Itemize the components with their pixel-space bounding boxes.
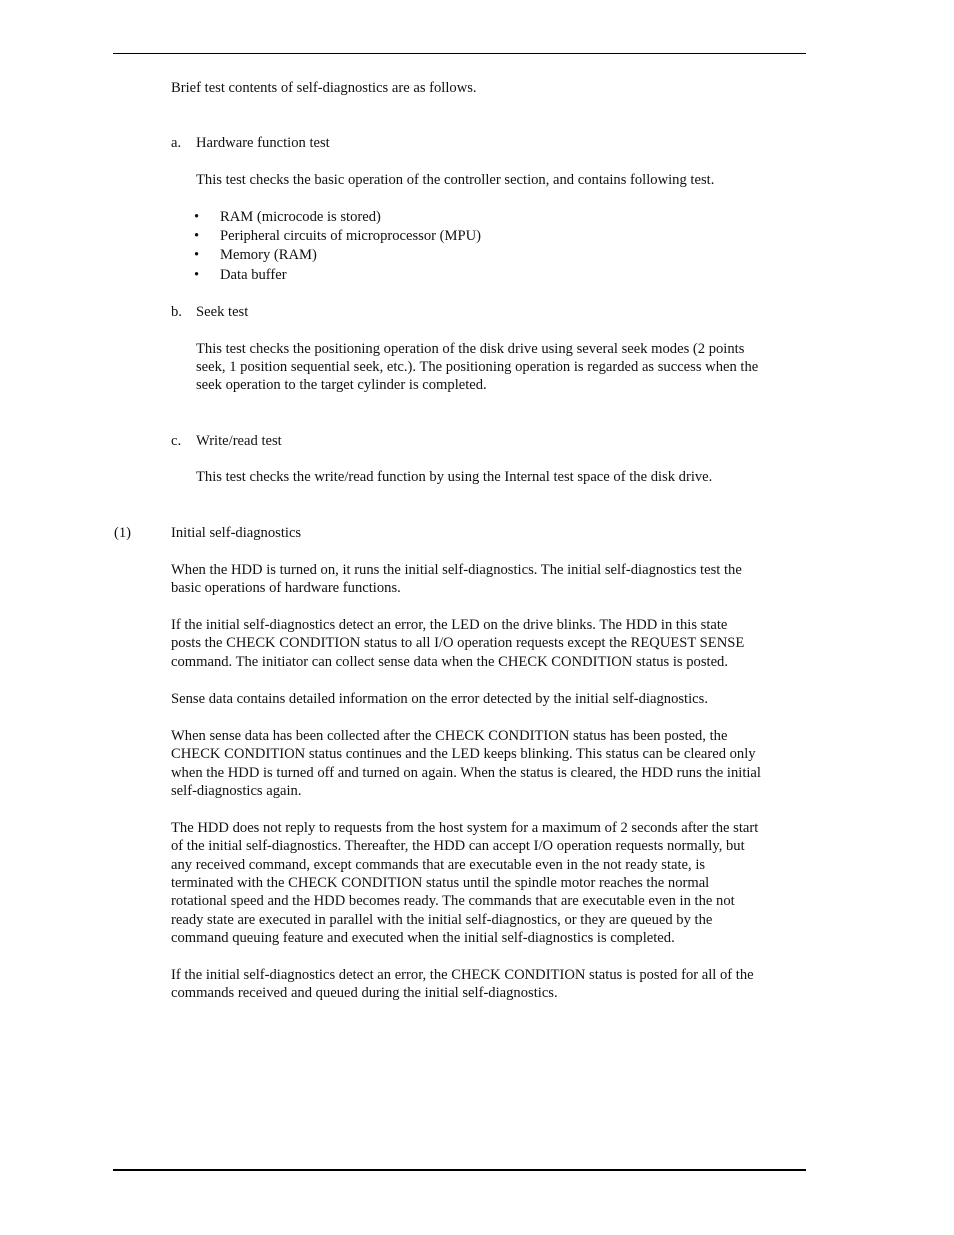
section-a-body: This test checks the basic operation of the controller section, and contains following test.: [196, 172, 715, 188]
para4-line: when the HDD is turned off and turned on again. When the status is cleared, the HDD runs the initial: [171, 765, 761, 781]
section-1-heading: Initial self-diagnostics: [171, 525, 302, 541]
para5-line: command queuing feature and executed when the initial self-diagnostics is completed.: [171, 930, 675, 946]
bullet-text: RAM (microcode is stored): [220, 209, 381, 225]
para5-line: any received command, except commands that are executable even in the not ready state, is: [171, 857, 706, 873]
section-c-marker: c.: [171, 433, 182, 449]
bullet-text: Data buffer: [220, 266, 287, 283]
para4-line: CHECK CONDITION status continues and the LED keeps blinking. This status can be cleared only: [171, 746, 756, 762]
section-b-marker: b.: [171, 304, 182, 320]
bullet-icon: •: [194, 247, 200, 264]
para1-line: When the HDD is turned on, it runs the initial self-diagnostics. The initial self-diagnostics test the: [171, 562, 742, 578]
para5-line: of the initial self-diagnostics. Thereafter, the HDD can accept I/O operation requests normally, but: [171, 838, 745, 854]
para4-line: When sense data has been collected after the CHECK CONDITION status has been posted, the: [171, 728, 728, 744]
para2-line: If the initial self-diagnostics detect an error, the LED on the drive blinks. The HDD in this state: [171, 617, 728, 633]
section-a-marker: a.: [171, 135, 182, 151]
footer-rule: [113, 1169, 806, 1171]
list-item: [194, 266, 481, 285]
bullet-icon: •: [194, 266, 200, 283]
bullet-icon: •: [194, 209, 200, 225]
para5-line: ready state are executed in parallel with the initial self-diagnostics, or they are queued by the: [171, 912, 713, 928]
section-b-body-line: seek operation to the target cylinder is completed.: [196, 377, 487, 393]
list-item: [194, 208, 481, 227]
list-item: [194, 227, 481, 246]
bullet-text: Peripheral circuits of microprocessor (MPU): [220, 228, 481, 245]
section-b-body-line: This test checks the positioning operation of the disk drive using several seek modes (2 points: [196, 341, 745, 357]
section-a-bullet-list: [194, 208, 481, 285]
list-item: [194, 246, 481, 265]
intro-text: Brief test contents of self-diagnostics are as follows.: [171, 80, 477, 96]
para3-line: Sense data contains detailed information on the error detected by the initial self-diagnostics.: [171, 691, 708, 707]
bullet-text: Memory (RAM): [220, 247, 317, 264]
para6-line: If the initial self-diagnostics detect an error, the CHECK CONDITION status is posted for all of the: [171, 967, 754, 983]
para2-line: posts the CHECK CONDITION status to all I/O operation requests except the REQUEST SENSE: [171, 635, 745, 651]
para5-line: The HDD does not reply to requests from the host system for a maximum of 2 seconds after the start: [171, 820, 759, 836]
header-rule: [113, 53, 806, 54]
section-c-body: This test checks the write/read function by using the Internal test space of the disk drive.: [196, 469, 713, 485]
bullet-icon: •: [194, 228, 200, 245]
para6-line: commands received and queued during the initial self-diagnostics.: [171, 985, 558, 1001]
section-b-heading: Seek test: [196, 304, 249, 320]
para5-line: rotational speed and the HDD becomes ready. The commands that are executable even in the not: [171, 893, 735, 909]
section-b-body-line: seek, 1 position sequential seek, etc.). The positioning operation is regarded as success when the: [196, 359, 759, 375]
section-1-marker: (1): [114, 525, 132, 541]
section-c-heading: Write/read test: [196, 433, 282, 449]
para4-line: self-diagnostics again.: [171, 783, 302, 799]
para5-line: terminated with the CHECK CONDITION status until the spindle motor reaches the normal: [171, 875, 710, 891]
para2-line: command. The initiator can collect sense data when the CHECK CONDITION status is posted.: [171, 654, 729, 670]
section-a-heading: Hardware function test: [196, 135, 330, 151]
para1-line: basic operations of hardware functions.: [171, 580, 401, 596]
